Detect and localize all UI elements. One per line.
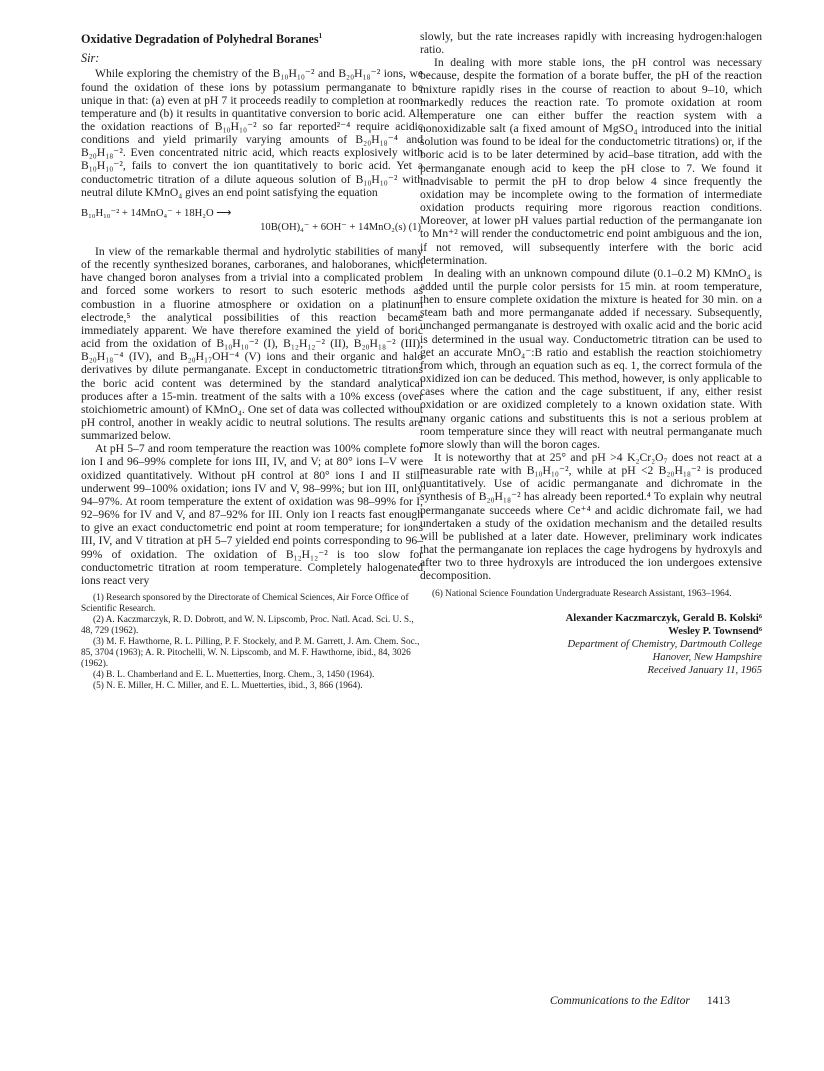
- authors-line-2: Wesley P. Townsend⁶: [668, 625, 762, 637]
- paragraph: In view of the remarkable thermal and hydrolytic stabilities of many of the recently synthesized boranes, carboranes, and haloboranes, which have changed boron analyses from a trivial into a complicated problem and forced some workers to resort to such esoteric methods as combustion in a fluorine atmosphere or oxidation on a platinum electrode,⁵ the analytical possibilities of this reaction became immediately apparent. We have therefore examined the yield of boric acid from the oxidation of B₁₀H₁₀⁻² (I), B₁₂H₁₂⁻² (II), B₂₀H₁₈⁻² (III), B₂₀H₁₈⁻⁴ (IV), and B₂₀H₁₇OH⁻⁴ (V) ions and their organic and halo derivatives by dilute permanganate. Except in conductometric titrations the boric acid content was determined by the standard analytical produces after a 15-min. treatment of the salts with a 10% excess (over stoichiometric amount) of KMnO₄. One set of data was collected without pH control, another in weakly acidic to neutral solutions. The results are summarized below.: [81, 244, 423, 443]
- authors-line-1: Alexander Kaczmarczyk, Gerald B. Kolski⁶: [565, 612, 762, 624]
- paragraph: slowly, but the rate increases rapidly with increasing hydrogen:halogen ratio.: [420, 30, 762, 57]
- paragraph: In dealing with an unknown compound dilute (0.1–0.2 M) KMnO₄ is added until the purple color persists for 15 min. at room temperature, then to ensure complete oxidation the mixture is heated for 30 min. on a steam bath and more permanganate added if necessary. Subsequently, unchanged permanganate is destroyed with oxalic acid and the boric acid is determined in the usual way. Conductometric titration can be used to get an accurate MnO₄⁻:B ratio and establish the reaction stoichiometry from which, through an equation such as eq. 1, the correct formula of the oxidized ion can be deduced. This method, however, is only applicable to cases where the cation and the cage substituent, if any, either resist oxidation or are oxidized completely to a known oxidation state. With many organic cations and substituents this is not a serious problem at room temperature since they will react with neutral permanganate much more slowly than will the boron cages.: [420, 266, 762, 451]
- article-title: Oxidative Degradation of Polyhedral Boranes$^1$: [81, 32, 323, 47]
- footnote: (5) N. E. Miller, H. C. Miller, and E. L. Muetterties, ibid., 3, 866 (1964).: [93, 681, 363, 691]
- paragraph: While exploring the chemistry of the B₁₀H₁₀⁻² and B₂₀H₁₈⁻² ions, we found the oxidation of these ions by potassium permanganate to be unique in that: (a) even at pH 7 it proceeds readily to completion at room temperature and (b) it results in quantitative conversion to boric acid. All the oxidation reactions of B₁₀H₁₀⁻² so far reported²⁻⁴ require acidic conditions and yield primarily varying amounts of B₂₀H₁₈⁻⁴ and B₂₀H₁₈⁻². Even concentrated nitric acid, which reacts explosively with B₁₀H₁₀⁻², fails to convert the ion quantitatively to boric acid. Yet a conductometric titration of a dilute aqueous solution of B₁₀H₁₀⁻² with neutral dilute KMnO₄ gives an end point satisfying the equation: [81, 67, 423, 199]
- affiliation-line-2: Hanover, New Hampshire: [652, 651, 762, 663]
- footnote: (1) Research sponsored by the Directorate of Chemical Sciences, Air Force Office of Scientific Research.: [81, 593, 409, 614]
- right-column: [420, 30, 762, 677]
- footer-journal-section: Communications to the Editor: [549, 994, 690, 1007]
- equation: [81, 207, 423, 235]
- affiliation-line-1: Department of Chemistry, Dartmouth College: [567, 638, 762, 650]
- paragraph: At pH 5–7 and room temperature the reaction was 100% complete for ion I and 96–99% complete for ions III, IV, and V; at 80° ions I–V were oxidized quantitatively. Without pH control at 80° ions I and II still underwent 99–100% oxidation; ions IV and V, 98–99%; but ion III, only 94–97%. At room temperature the extent of oxidation was 98–99% for I, 92–96% for IV and V, and 87–92% for III. Only ion I reacts fast enough to give an exact conductometric end point at room temperature; for ions III, IV, and V titration at pH 5–7 yielded end points corresponding to 96–99% of oxidation. The oxidation of B₁₂H₁₂⁻² is too slow for conductometric titration at room temperature. Completely halogenated ions react very: [81, 442, 423, 587]
- footnote: (3) M. F. Hawthorne, R. L. Pilling, P. F. Stockely, and P. M. Garrett, J. Am. Chem. Soc., 85, 3704 (1963); A. R. Pitochelli, W. N. Lipscomb, and M. F. Hawthorne, ibid., 84, 3026 (1962).: [81, 637, 420, 669]
- signature-block: [420, 612, 762, 677]
- equation-line-2: 10B(OH)₄⁻ + 6OH⁻ + 14MnO₂(s) (1): [260, 221, 421, 233]
- received-date: Received January 11, 1965: [647, 664, 762, 676]
- footnote: (6) National Science Foundation Undergraduate Research Assistant, 1963–1964.: [432, 588, 732, 599]
- title-footnote-mark: 1: [318, 32, 323, 40]
- page-number: 1413: [706, 994, 730, 1007]
- footnote: (4) B. L. Chamberland and E. L. Muetterties, Inorg. Chem., 3, 1450 (1964).: [93, 670, 375, 680]
- page-footer: [550, 994, 730, 1007]
- equation-line-1: B₁₀H₁₀⁻² + 14MnO₄⁻ + 18H₂O ⟶: [81, 207, 232, 219]
- paragraph: In dealing with more stable ions, the pH control was necessary because, despite the formation of a borate buffer, the pH of the reaction mixture rapidly rises in the course of reaction to about 9–10, which markedly reduces the reaction rate. To promote oxidation at room temperature one can either buffer the reaction system with a nonoxidizable salt (a fixed amount of MgSO₄ introduced into the initial solution was found to be ideal for the conductometric titrations) or, if the boric acid is to be later determined by acid–base titration, add with the permanganate enough acid to keep the pH close to 7. We found it inadvisable to permit the pH to drop below 4 since frequently the oxidation may be incomplete owing to the formation of intermediate oxidation products requiring more rigorous reaction conditions. Moreover, at lower pH values partial reduction of the permanganate ion to Mn⁺² will render the conductometric end point ambiguous and the ion, if not removed, will subsequently interfere with the boric acid determination.: [420, 56, 762, 267]
- footnote: (2) A. Kaczmarczyk, R. D. Dobrott, and W. N. Lipscomb, Proc. Natl. Acad. Sci. U. S., 48, 729 (1962).: [81, 615, 414, 636]
- left-column: [81, 30, 423, 692]
- paragraph: It is noteworthy that at 25° and pH >4 K₂Cr₂O₇ does not react at a measurable rate with B₁₀H₁₀⁻², while at pH <2 B₂₀H₁₈⁻² is produced quantitatively. Use of acidic permanganate and dichromate in the synthesis of B₂₀H₁₈⁻² has already been reported.⁴ To explain why neutral permanganate succeeds where Ce⁺⁴ and acidic dichromate fail, we had undertaken a study of the oxidation mechanism and the detailed results will be published at a later date. However, preliminary work indicates that the permanganate ion replaces the cage hydrogens by hydroxyls and after two to three hydroxyls are introduced the ion undergoes extensive decomposition.: [420, 451, 762, 583]
- salutation: Sir:: [81, 51, 100, 66]
